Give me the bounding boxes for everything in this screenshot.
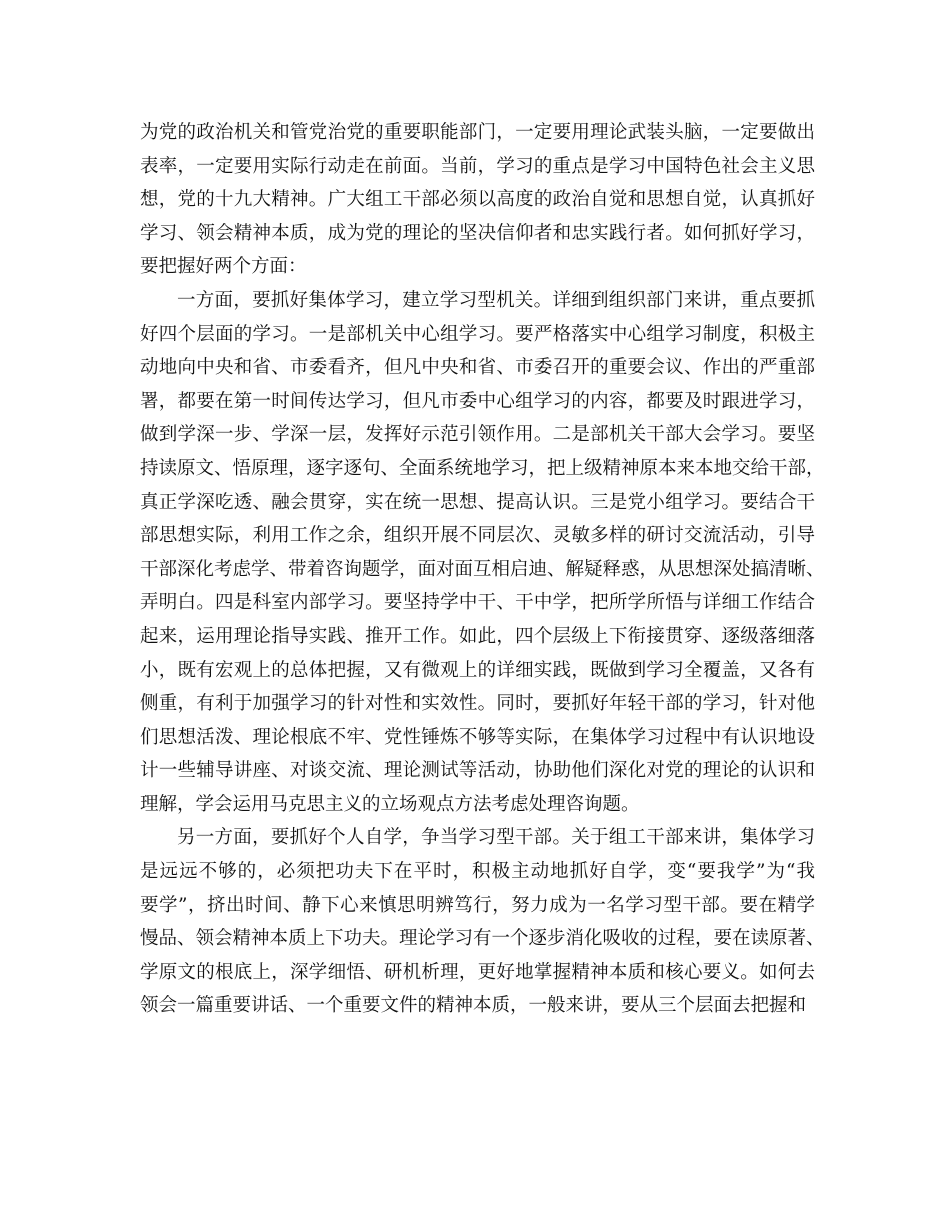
text-line: 持读原文、悟原理，逐字逐句、全面系统地学习，把上级精神原本来本地交给干部， <box>140 457 825 479</box>
text-line: 一方面，要抓好集体学习，建立学习型机关。详细到组织部门来讲，重点要抓 <box>177 289 815 311</box>
text-line: 是远远不够的，必须把功夫下在平时，积极主动地抓好自学，变“要我学”为“我 <box>140 861 815 883</box>
text-line: 要把握好两个方面： <box>140 256 307 278</box>
text-line: 侧重，有利于加强学习的针对性和实效性。同时，要抓好年轻干部的学习，针对他 <box>140 693 815 715</box>
text-line: 们思想活泼、理论根底不牢、党性锤炼不够等实际，在集体学习过程中有认识地设 <box>140 726 815 748</box>
text-line: 理解，学会运用马克思主义的立场观点方法考虑处理咨询题。 <box>140 793 640 815</box>
text-line: 要学”，挤出时间、静下心来慎思明辨笃行，努力成为一名学习型干部。要在精学 <box>140 894 815 916</box>
text-line: 干部深化考虑学、带着咨询题学，面对面互相启迪、解疑释惑，从思想深处搞清晰、 <box>140 558 825 580</box>
text-line: 动地向中央和省、市委看齐，但凡中央和省、市委召开的重要会议、作出的严重部 <box>140 357 815 379</box>
text-line: 学习、领会精神本质，成为党的理论的坚决信仰者和忠实践行者。如何抓好学习， <box>140 222 815 244</box>
text-line: 弄明白。四是科室内部学习。要坚持学中干、干中学，把所学所悟与详细工作结合 <box>140 592 815 614</box>
text-line: 真正学深吃透、融会贯穿，实在统一思想、提高认识。三是党小组学习。要结合干 <box>140 491 815 513</box>
text-line: 领会一篇重要讲话、一个重要文件的精神本质，一般来讲，要从三个层面去把握和 <box>140 995 807 1017</box>
paragraph <box>140 116 815 284</box>
text-line: 表率，一定要用实际行动走在前面。当前，学习的重点是学习中国特色社会主义思 <box>140 155 815 177</box>
text-line: 另一方面，要抓好个人自学，争当学习型干部。关于组工干部来讲，集体学习 <box>177 827 815 849</box>
text-line: 部思想实际，利用工作之余，组织开展不同层次、灵敏多样的研讨交流活动，引导 <box>140 525 815 547</box>
paragraph <box>140 284 825 822</box>
text-line: 计一些辅导讲座、对谈交流、理论测试等活动，协助他们深化对党的理论的认识和 <box>140 760 815 782</box>
body-text <box>140 116 825 1023</box>
paragraph <box>140 821 825 1023</box>
text-line: 起来，运用理论指导实践、推开工作。如此，四个层级上下衔接贯穿、逐级落细落 <box>140 625 815 647</box>
text-line: 做到学深一步、学深一层，发挥好示范引领作用。二是部机关干部大会学习。要坚 <box>140 424 815 446</box>
text-line: 好四个层面的学习。一是部机关中心组学习。要严格落实中心组学习制度，积极主 <box>140 323 815 345</box>
text-line: 学原文的根底上，深学细悟、研机析理，更好地掌握精神本质和核心要义。如何去 <box>140 961 815 983</box>
text-line: 小，既有宏观上的总体把握，又有微观上的详细实践，既做到学习全覆盖，又各有 <box>140 659 815 681</box>
text-line: 署，都要在第一时间传达学习，但凡市委中心组学习的内容，都要及时跟进学习， <box>140 390 815 412</box>
text-line: 慢品、领会精神本质上下功夫。理论学习有一个逐步消化吸收的过程，要在读原著、 <box>140 928 825 950</box>
text-line: 为党的政治机关和管党治党的重要职能部门，一定要用理论武装头脑，一定要做出 <box>140 122 815 143</box>
text-line: 想，党的十九大精神。广大组工干部必须以高度的政治自觉和思想自觉，认真抓好 <box>140 189 815 211</box>
